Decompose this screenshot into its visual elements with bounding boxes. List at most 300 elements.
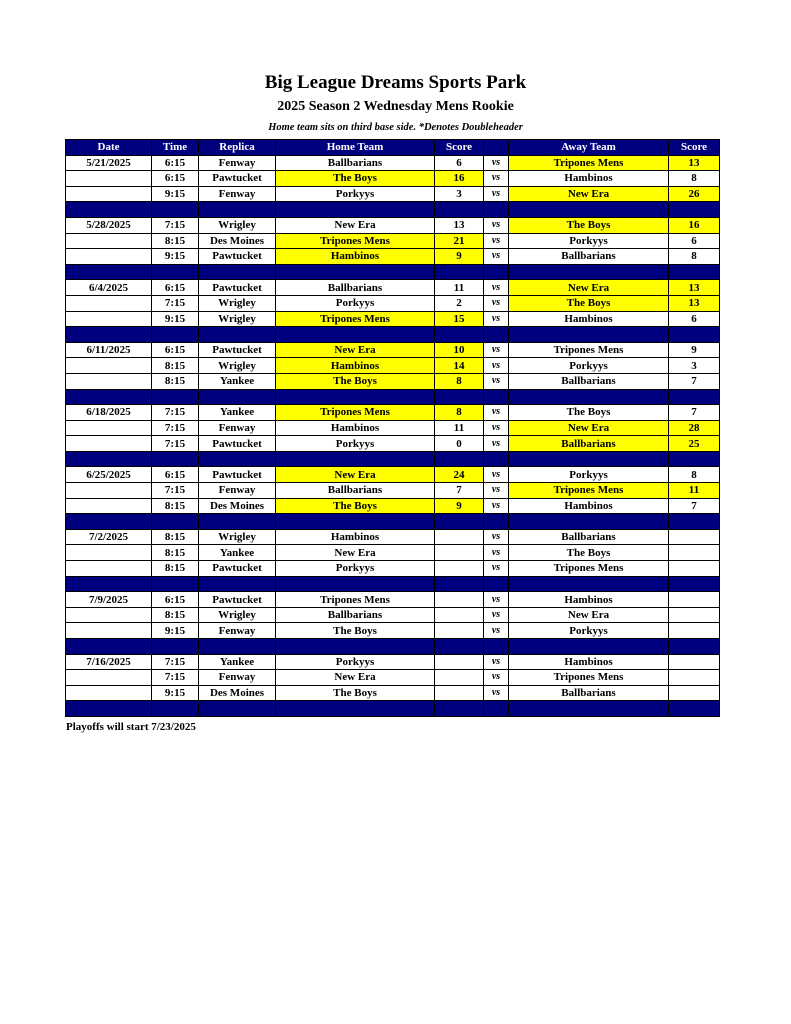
away-score: 25 <box>669 436 720 452</box>
vs-label: vs <box>484 342 509 358</box>
game-replica: Wrigley <box>199 295 276 311</box>
away-score: 6 <box>669 233 720 249</box>
separator-cell <box>509 264 669 280</box>
game-date <box>66 670 152 686</box>
separator-cell <box>669 514 720 530</box>
away-score: 28 <box>669 420 720 436</box>
away-team: Ballbarians <box>509 249 669 265</box>
game-row <box>66 233 720 249</box>
game-date <box>66 186 152 202</box>
away-score <box>669 545 720 561</box>
game-time: 9:15 <box>152 623 199 639</box>
away-score: 16 <box>669 217 720 233</box>
separator-cell <box>484 264 509 280</box>
separator-cell <box>66 639 152 655</box>
separator-cell <box>435 327 484 343</box>
separator-cell <box>152 327 199 343</box>
game-row <box>66 467 720 483</box>
game-time: 6:15 <box>152 171 199 187</box>
game-time: 7:15 <box>152 436 199 452</box>
separator-cell <box>152 701 199 717</box>
home-score: 14 <box>435 358 484 374</box>
week-separator <box>66 202 720 218</box>
game-time: 9:15 <box>152 186 199 202</box>
game-row <box>66 483 720 499</box>
separator-cell <box>199 576 276 592</box>
week-separator <box>66 639 720 655</box>
separator-cell <box>199 514 276 530</box>
game-date <box>66 545 152 561</box>
home-team: Hambinos <box>276 420 435 436</box>
game-row <box>66 249 720 265</box>
game-row <box>66 420 720 436</box>
home-score: 0 <box>435 436 484 452</box>
separator-cell <box>276 639 435 655</box>
away-score: 9 <box>669 342 720 358</box>
vs-label: vs <box>484 280 509 296</box>
separator-cell <box>484 389 509 405</box>
game-date <box>66 311 152 327</box>
game-replica: Yankee <box>199 405 276 421</box>
separator-cell <box>484 451 509 467</box>
game-row <box>66 155 720 171</box>
home-score <box>435 685 484 701</box>
separator-cell <box>669 389 720 405</box>
separator-cell <box>276 514 435 530</box>
away-score: 8 <box>669 171 720 187</box>
game-row <box>66 670 720 686</box>
vs-label: vs <box>484 171 509 187</box>
game-replica: Pawtucket <box>199 467 276 483</box>
away-score <box>669 607 720 623</box>
game-replica: Wrigley <box>199 217 276 233</box>
game-replica: Fenway <box>199 670 276 686</box>
vs-label: vs <box>484 405 509 421</box>
vs-label: vs <box>484 186 509 202</box>
game-time: 8:15 <box>152 561 199 577</box>
separator-cell <box>509 202 669 218</box>
game-date <box>66 685 152 701</box>
game-time: 9:15 <box>152 249 199 265</box>
separator-cell <box>152 451 199 467</box>
separator-cell <box>669 202 720 218</box>
away-team: Ballbarians <box>509 529 669 545</box>
game-row <box>66 405 720 421</box>
away-score: 8 <box>669 467 720 483</box>
away-score: 7 <box>669 405 720 421</box>
separator-cell <box>276 327 435 343</box>
week-separator <box>66 264 720 280</box>
home-score: 8 <box>435 373 484 389</box>
game-row <box>66 592 720 608</box>
away-team: Tripones Mens <box>509 561 669 577</box>
separator-cell <box>484 327 509 343</box>
game-time: 6:15 <box>152 467 199 483</box>
separator-cell <box>669 639 720 655</box>
away-team: Porkyys <box>509 358 669 374</box>
schedule-body <box>66 155 720 716</box>
away-team: Ballbarians <box>509 436 669 452</box>
separator-cell <box>66 264 152 280</box>
week-separator <box>66 514 720 530</box>
game-date <box>66 295 152 311</box>
game-replica: Pawtucket <box>199 249 276 265</box>
separator-cell <box>509 576 669 592</box>
home-score: 13 <box>435 217 484 233</box>
separator-cell <box>669 327 720 343</box>
vs-label: vs <box>484 529 509 545</box>
game-time: 9:15 <box>152 685 199 701</box>
separator-cell <box>484 202 509 218</box>
away-score: 13 <box>669 295 720 311</box>
game-time: 8:15 <box>152 607 199 623</box>
away-score: 13 <box>669 155 720 171</box>
home-team: The Boys <box>276 373 435 389</box>
vs-label: vs <box>484 311 509 327</box>
separator-cell <box>276 451 435 467</box>
separator-cell <box>152 202 199 218</box>
away-score: 7 <box>669 498 720 514</box>
game-date: 5/21/2025 <box>66 155 152 171</box>
vs-label: vs <box>484 592 509 608</box>
home-score <box>435 561 484 577</box>
away-score: 3 <box>669 358 720 374</box>
home-score <box>435 545 484 561</box>
home-score: 16 <box>435 171 484 187</box>
vs-label: vs <box>484 217 509 233</box>
game-replica: Fenway <box>199 623 276 639</box>
vs-label: vs <box>484 467 509 483</box>
separator-cell <box>669 576 720 592</box>
away-team: Porkyys <box>509 623 669 639</box>
vs-label: vs <box>484 623 509 639</box>
col-header-vs <box>484 140 509 156</box>
home-score: 11 <box>435 280 484 296</box>
vs-label: vs <box>484 358 509 374</box>
game-row <box>66 545 720 561</box>
vs-label: vs <box>484 607 509 623</box>
separator-cell <box>152 264 199 280</box>
game-replica: Pawtucket <box>199 280 276 296</box>
game-row <box>66 280 720 296</box>
col-header-away-team: Away Team <box>509 140 669 156</box>
game-row <box>66 311 720 327</box>
game-replica: Fenway <box>199 186 276 202</box>
home-team: The Boys <box>276 498 435 514</box>
game-date <box>66 607 152 623</box>
home-team: New Era <box>276 670 435 686</box>
home-team: Hambinos <box>276 529 435 545</box>
away-team: Tripones Mens <box>509 670 669 686</box>
game-date: 6/25/2025 <box>66 467 152 483</box>
vs-label: vs <box>484 436 509 452</box>
header-row <box>66 140 720 156</box>
game-replica: Des Moines <box>199 498 276 514</box>
home-team: Porkyys <box>276 295 435 311</box>
vs-label: vs <box>484 545 509 561</box>
home-team: Porkyys <box>276 561 435 577</box>
vs-label: vs <box>484 233 509 249</box>
game-row <box>66 561 720 577</box>
game-date <box>66 436 152 452</box>
away-team: Hambinos <box>509 498 669 514</box>
home-team: New Era <box>276 467 435 483</box>
col-header-time: Time <box>152 140 199 156</box>
home-team: Hambinos <box>276 249 435 265</box>
separator-cell <box>509 389 669 405</box>
separator-cell <box>509 451 669 467</box>
vs-label: vs <box>484 685 509 701</box>
game-row <box>66 217 720 233</box>
away-team: Porkyys <box>509 467 669 483</box>
col-header-home-team: Home Team <box>276 140 435 156</box>
separator-cell <box>66 576 152 592</box>
separator-cell <box>276 576 435 592</box>
separator-cell <box>669 264 720 280</box>
separator-cell <box>66 451 152 467</box>
page-subtitle: 2025 Season 2 Wednesday Mens Rookie <box>277 99 514 114</box>
game-date <box>66 358 152 374</box>
separator-cell <box>66 514 152 530</box>
away-score <box>669 654 720 670</box>
game-replica: Pawtucket <box>199 342 276 358</box>
vs-label: vs <box>484 373 509 389</box>
home-team: Porkyys <box>276 186 435 202</box>
game-row <box>66 373 720 389</box>
game-date: 7/2/2025 <box>66 529 152 545</box>
home-score: 3 <box>435 186 484 202</box>
separator-cell <box>276 701 435 717</box>
home-score: 8 <box>435 405 484 421</box>
away-team: The Boys <box>509 217 669 233</box>
game-row <box>66 623 720 639</box>
separator-cell <box>66 202 152 218</box>
game-row <box>66 654 720 670</box>
separator-cell <box>152 576 199 592</box>
away-score: 8 <box>669 249 720 265</box>
home-team: Tripones Mens <box>276 405 435 421</box>
separator-cell <box>435 639 484 655</box>
game-replica: Des Moines <box>199 233 276 249</box>
away-score: 11 <box>669 483 720 499</box>
away-team: Hambinos <box>509 592 669 608</box>
away-team: Hambinos <box>509 654 669 670</box>
vs-label: vs <box>484 498 509 514</box>
vs-label: vs <box>484 155 509 171</box>
away-team: New Era <box>509 607 669 623</box>
game-time: 6:15 <box>152 592 199 608</box>
away-team: The Boys <box>509 295 669 311</box>
game-date: 5/28/2025 <box>66 217 152 233</box>
vs-label: vs <box>484 483 509 499</box>
week-separator <box>66 576 720 592</box>
separator-cell <box>199 264 276 280</box>
game-time: 7:15 <box>152 295 199 311</box>
game-replica: Yankee <box>199 545 276 561</box>
separator-cell <box>435 701 484 717</box>
game-time: 8:15 <box>152 498 199 514</box>
game-replica: Wrigley <box>199 607 276 623</box>
separator-cell <box>276 202 435 218</box>
week-separator <box>66 701 720 717</box>
home-score: 6 <box>435 155 484 171</box>
separator-cell <box>484 701 509 717</box>
home-score: 9 <box>435 249 484 265</box>
game-date: 7/9/2025 <box>66 592 152 608</box>
away-team: The Boys <box>509 405 669 421</box>
vs-label: vs <box>484 654 509 670</box>
game-replica: Wrigley <box>199 358 276 374</box>
away-team: Hambinos <box>509 311 669 327</box>
home-team: Tripones Mens <box>276 233 435 249</box>
separator-cell <box>435 202 484 218</box>
home-team: Ballbarians <box>276 155 435 171</box>
away-team: Hambinos <box>509 171 669 187</box>
game-row <box>66 529 720 545</box>
game-date <box>66 561 152 577</box>
game-time: 7:15 <box>152 420 199 436</box>
week-separator <box>66 389 720 405</box>
col-header-home-score: Score <box>435 140 484 156</box>
game-time: 7:15 <box>152 217 199 233</box>
separator-cell <box>484 514 509 530</box>
home-score <box>435 529 484 545</box>
home-score <box>435 623 484 639</box>
game-time: 8:15 <box>152 545 199 561</box>
vs-label: vs <box>484 670 509 686</box>
separator-cell <box>199 639 276 655</box>
separator-cell <box>66 327 152 343</box>
game-time: 8:15 <box>152 358 199 374</box>
game-date <box>66 623 152 639</box>
separator-cell <box>435 451 484 467</box>
home-score: 2 <box>435 295 484 311</box>
home-score: 11 <box>435 420 484 436</box>
vs-label: vs <box>484 295 509 311</box>
separator-cell <box>484 639 509 655</box>
schedule-table <box>65 139 720 717</box>
week-separator <box>66 451 720 467</box>
separator-cell <box>276 264 435 280</box>
game-replica: Fenway <box>199 420 276 436</box>
home-score <box>435 654 484 670</box>
game-time: 6:15 <box>152 280 199 296</box>
separator-cell <box>66 389 152 405</box>
home-team: The Boys <box>276 685 435 701</box>
separator-cell <box>484 576 509 592</box>
home-team: Porkyys <box>276 654 435 670</box>
game-replica: Pawtucket <box>199 592 276 608</box>
vs-label: vs <box>484 561 509 577</box>
game-replica: Wrigley <box>199 311 276 327</box>
game-row <box>66 436 720 452</box>
separator-cell <box>199 202 276 218</box>
separator-cell <box>199 701 276 717</box>
separator-cell <box>435 576 484 592</box>
game-date <box>66 373 152 389</box>
away-team: New Era <box>509 420 669 436</box>
home-team: New Era <box>276 545 435 561</box>
separator-cell <box>435 514 484 530</box>
home-team: Tripones Mens <box>276 311 435 327</box>
game-replica: Fenway <box>199 483 276 499</box>
separator-cell <box>509 639 669 655</box>
away-team: Tripones Mens <box>509 342 669 358</box>
home-score: 9 <box>435 498 484 514</box>
game-replica: Fenway <box>199 155 276 171</box>
game-time: 7:15 <box>152 483 199 499</box>
away-score <box>669 623 720 639</box>
game-date: 7/16/2025 <box>66 654 152 670</box>
game-date <box>66 233 152 249</box>
away-score <box>669 561 720 577</box>
game-time: 7:15 <box>152 405 199 421</box>
home-team: Hambinos <box>276 358 435 374</box>
game-replica: Pawtucket <box>199 171 276 187</box>
separator-cell <box>509 701 669 717</box>
game-date: 6/4/2025 <box>66 280 152 296</box>
playoffs-note: Playoffs will start 7/23/2025 <box>66 721 196 733</box>
game-time: 6:15 <box>152 155 199 171</box>
game-replica: Pawtucket <box>199 436 276 452</box>
vs-label: vs <box>484 420 509 436</box>
away-score <box>669 592 720 608</box>
separator-cell <box>66 701 152 717</box>
home-score <box>435 607 484 623</box>
away-team: Ballbarians <box>509 685 669 701</box>
game-row <box>66 498 720 514</box>
game-date <box>66 171 152 187</box>
game-date <box>66 483 152 499</box>
game-date: 6/11/2025 <box>66 342 152 358</box>
game-replica: Yankee <box>199 373 276 389</box>
home-team: Ballbarians <box>276 280 435 296</box>
separator-cell <box>276 389 435 405</box>
game-row <box>66 358 720 374</box>
game-replica: Yankee <box>199 654 276 670</box>
game-date <box>66 498 152 514</box>
game-time: 7:15 <box>152 670 199 686</box>
away-score <box>669 529 720 545</box>
col-header-away-score: Score <box>669 140 720 156</box>
away-score <box>669 685 720 701</box>
game-row <box>66 685 720 701</box>
game-row <box>66 295 720 311</box>
away-score <box>669 670 720 686</box>
home-team: The Boys <box>276 171 435 187</box>
game-replica: Wrigley <box>199 529 276 545</box>
separator-cell <box>199 327 276 343</box>
game-time: 7:15 <box>152 654 199 670</box>
separator-cell <box>435 264 484 280</box>
away-score: 26 <box>669 186 720 202</box>
away-team: The Boys <box>509 545 669 561</box>
away-team: Tripones Mens <box>509 155 669 171</box>
game-row <box>66 342 720 358</box>
away-team: New Era <box>509 186 669 202</box>
home-score <box>435 592 484 608</box>
away-team: Ballbarians <box>509 373 669 389</box>
game-date <box>66 420 152 436</box>
game-replica: Des Moines <box>199 685 276 701</box>
game-row <box>66 171 720 187</box>
separator-cell <box>669 451 720 467</box>
separator-cell <box>509 514 669 530</box>
home-score: 24 <box>435 467 484 483</box>
separator-cell <box>152 389 199 405</box>
week-separator <box>66 327 720 343</box>
col-header-date: Date <box>66 140 152 156</box>
